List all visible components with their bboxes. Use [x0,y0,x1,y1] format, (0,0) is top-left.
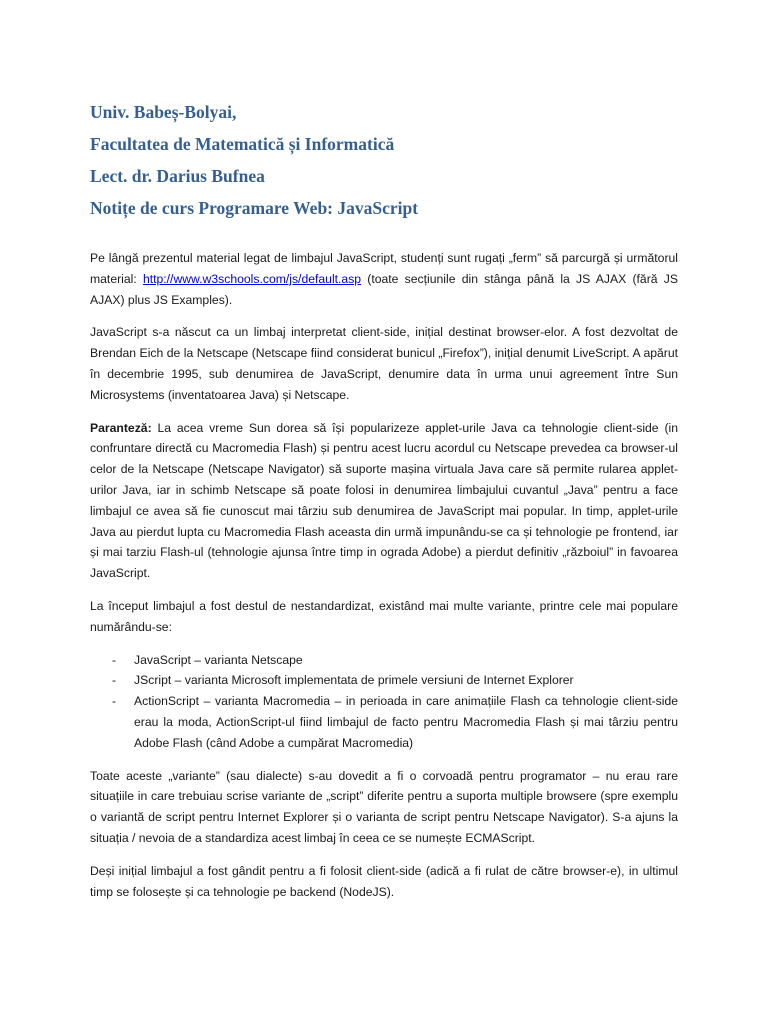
document-header [90,96,690,224]
paragraph-backend: Deși inițial limbajul a fost gândit pentru a fi folosit client-side (adică a fi rulat de către browser-e), in ultimul timp se folosește și ca tehnologie pe backend (NodeJS). [90,863,678,899]
list-bullet: - [112,694,117,709]
lecturer-name: Lect. dr. Darius Bufnea [90,166,265,186]
list-bullet: - [112,673,117,688]
list-item-text: JavaScript – varianta Netscape [134,652,303,667]
intro-text-before: Pe lângă prezentul material legat de limbajul JavaScript, studenți sunt rugați „ferm” să parcurgă și următorul material: [90,251,678,286]
paragraph-intro [90,248,678,310]
w3schools-link[interactable]: http://www.w3schools.com/js/default.asp [142,271,362,286]
list-item [90,670,678,691]
variants-list [90,650,678,754]
list-item [90,691,678,753]
course-title: Notițe de curs Programare Web: JavaScript [90,198,419,218]
paragraph-history: JavaScript s-a născut ca un limbaj interpretat client-side, inițial destinat browser-elor. A fost dezvoltat de Brendan Eich de la Netscape (Netscape fiind considerat bunicul „Firefox”), inițial denumit LiveScript. A apărut în decembrie 1995, sub denumirea de JavaScript, denumire data în urma unui agreement între Sun Microsystems (inventatoarea Java) și Netscape. [90,325,678,402]
list-item [90,650,678,671]
aside-text: La acea vreme Sun dorea să își popularizeze applet-urile Java ca tehnologie client-side (in confruntare directă cu Macromedia Flash) și pentru acest lucru acordul cu Netscape prevedea ca browser-ul celor de la Netscape (Netscape Navigator) să suporte mașina virtuala Java care să permite rularea applet-urilor Java, iar in schimb Netscape să poate folosi in denumirea limbajului cuvantul „Java” pentru a face limbajul ce avea să fie cunoscut mai târziu sub denumirea de JavaScript mai popular. In timp, applet-urile Java au pierdut lupta cu Macromedia Flash aceasta din urmă impunându-se ca și tehnologie pe frontend, iar și mai tarziu Flash-ul (tehnologie ajunsa între timp in ograda Adobe) a pierdut definitiv „războiul” in favoarea JavaScript. [90,420,678,581]
university-name: Univ. Babeș-Bolyai, [90,102,237,122]
paragraph-aside [90,418,678,584]
list-item-text: JScript – varianta Microsoft implementata de primele versiuni de Internet Explorer [134,673,574,688]
list-bullet: - [112,652,117,667]
intro-text-after: (toate secțiunile din stânga până la JS AJAX (fără JS AJAX) plus JS Examples). [90,271,678,307]
paragraph-variants-intro: La început limbajul a fost destul de nestandardizat, existând mai multe variante, printre cele mai populare numărându-se: [90,598,678,634]
document-body [90,248,678,914]
list-item-text: ActionScript – varianta Macromedia – in perioada in care animațiile Flash ca tehnologie client-side erau la moda, ActionScript-ul fiind limbajul de facto pentru Macromedia Flash și mai târziu pentru Adobe Flash (când Adobe a cumpărat Macromedia) [134,694,678,750]
aside-label: Paranteză: [90,420,152,435]
paragraph-standardization: Toate aceste „variante” (sau dialecte) s-au dovedit a fi o corvoadă pentru programator – nu erau rare situațiile in care trebuiau scrise variante de „script” diferite pentru a suporta multiple browsere (spre exemplu o variantă de script pentru Internet Explorer și o varianta de script pentru Netscape Navigator). S-a ajuns la situația / nevoia de a standardiza acest limbaj în ceea ce se numește ECMAScript. [90,768,678,845]
faculty-name: Facultatea de Matematică și Informatică [90,134,395,154]
